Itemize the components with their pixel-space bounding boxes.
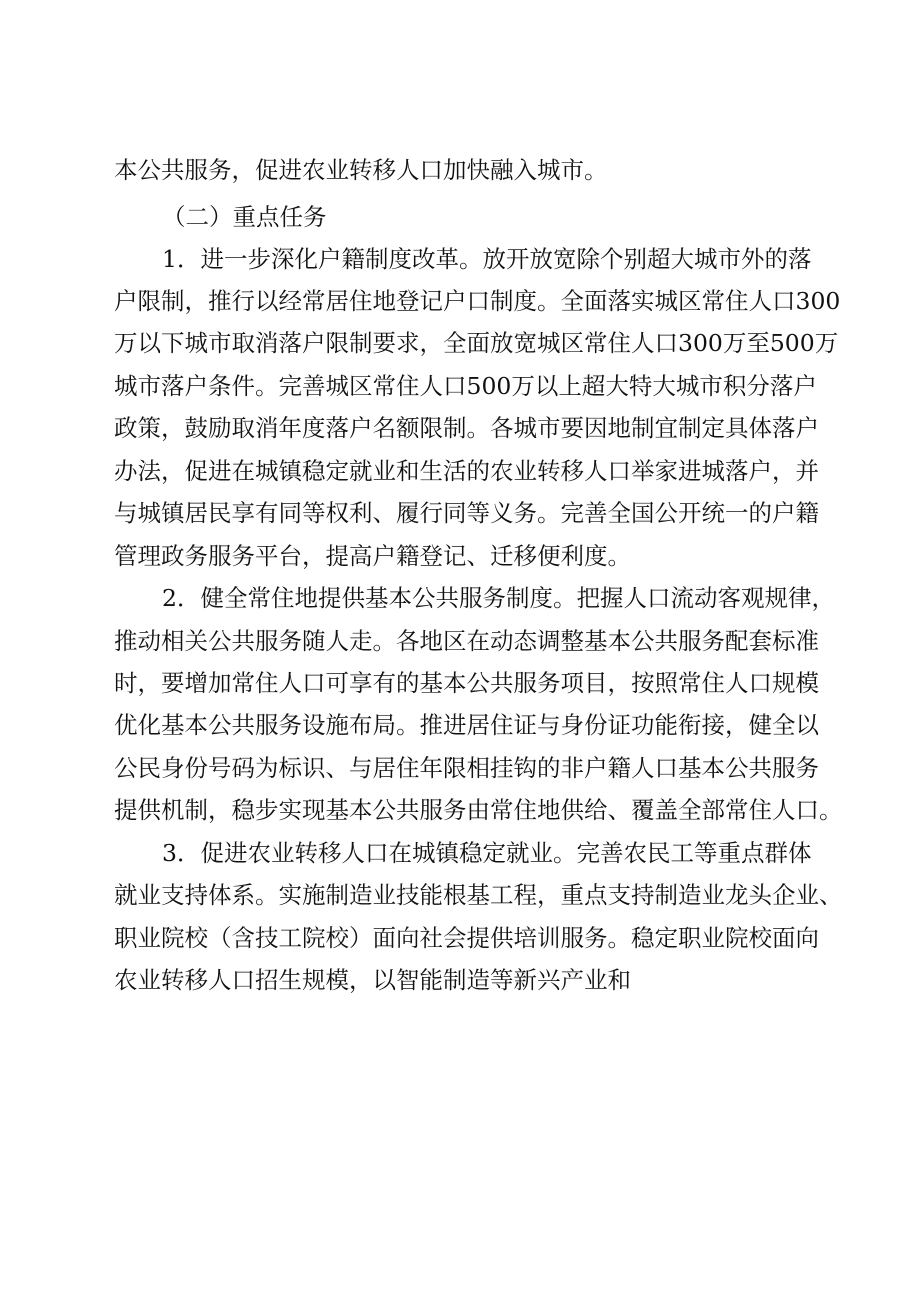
- paragraph-line: 管理政务服务平台，提高户籍登记、迁移便利度。: [114, 542, 631, 570]
- paragraph-line: 城市落户条件。完善城区常住人口500万以上超大特大城市积分落户: [114, 372, 817, 400]
- paragraph-line: 推动相关公共服务随人走。各地区在动态调整基本公共服务配套标准: [114, 627, 819, 655]
- paragraph-line: 就业支持体系。实施制造业技能根基工程，重点支持制造业龙头企业、: [114, 881, 843, 909]
- section-heading: （二）重点任务: [162, 203, 327, 231]
- paragraph-line: 3．促进农业转移人口在城镇稳定就业。完善农民工等重点群体: [162, 839, 812, 867]
- paragraph-line: 2．健全常住地提供基本公共服务制度。把握人口流动客观规律，: [162, 584, 835, 612]
- paragraph-line: 办法，促进在城镇稳定就业和生活的农业转移人口举家进城落户，并: [114, 457, 819, 485]
- paragraph-line: 优化基本公共服务设施布局。推进居住证与身份证功能衔接，健全以: [114, 711, 819, 739]
- paragraph-line: 与城镇居民享有同等权利、履行同等义务。完善全国公开统一的户籍: [114, 499, 819, 527]
- paragraph-line: 政策，鼓励取消年度落户名额限制。各城市要因地制宜制定具体落户: [114, 414, 819, 442]
- paragraph-line: 万以下城市取消落户限制要求，全面放宽城区常住人口300万至500万: [114, 329, 839, 357]
- paragraph-line: 公民身份号码为标识、与居住年限相挂钩的非户籍人口基本公共服务: [114, 754, 819, 782]
- paragraph-line: 农业转移人口招生规模，以智能制造等新兴产业和: [114, 966, 631, 994]
- paragraph-line: 1．进一步深化户籍制度改革。放开放宽除个别超大城市外的落: [162, 245, 812, 273]
- paragraph-line: 户限制，推行以经常居住地登记户口制度。全面落实城区常住人口300: [114, 287, 841, 315]
- paragraph-line: 职业院校（含技工院校）面向社会提供培训服务。稳定职业院校面向: [114, 924, 819, 952]
- paragraph-line: 时，要增加常住人口可享有的基本公共服务项目，按照常住人口规模: [114, 669, 819, 697]
- paragraph-line: 本公共服务，促进农业转移人口加快融入城市。: [114, 156, 608, 184]
- paragraph-line: 提供机制，稳步实现基本公共服务由常住地供给、覆盖全部常住人口。: [114, 796, 843, 824]
